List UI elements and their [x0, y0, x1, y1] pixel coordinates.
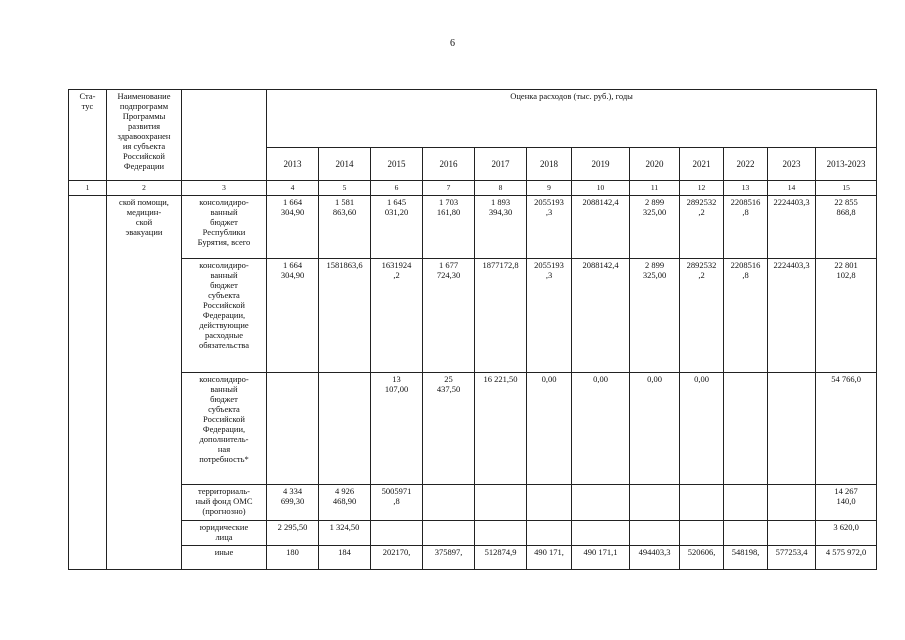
- value-cell: 4 334 699,30: [267, 484, 319, 520]
- value-cell: 202170,: [371, 545, 423, 569]
- value-cell: [423, 484, 475, 520]
- funding-source-cell: консолидиро- ванный бюджет Республики Бурятия, всего: [182, 196, 267, 259]
- value-cell: 520606,: [680, 545, 724, 569]
- subprogram-header: Наименование подпрограмм Программы развития здравоохранен ия субъекта Российской Федерации: [107, 90, 182, 181]
- value-cell: 1 324,50: [319, 521, 371, 545]
- year-header: 2019: [572, 147, 630, 180]
- value-cell: 2 899 325,00: [630, 196, 680, 259]
- value-cell: [630, 484, 680, 520]
- value-cell: 2224403,3: [768, 196, 816, 259]
- funding-source-cell: юридические лица: [182, 521, 267, 545]
- value-cell: 2 295,50: [267, 521, 319, 545]
- value-cell: 1877172,8: [475, 259, 527, 372]
- value-cell: [572, 521, 630, 545]
- column-index-cell: 10: [572, 181, 630, 196]
- value-cell: 2208516 ,8: [724, 196, 768, 259]
- value-cell: [475, 484, 527, 520]
- value-cell: 512874,9: [475, 545, 527, 569]
- column-index-cell: 8: [475, 181, 527, 196]
- table-row: [69, 372, 877, 484]
- value-cell: 2088142,4: [572, 259, 630, 372]
- value-cell: 1 893 394,30: [475, 196, 527, 259]
- page-number: 6: [450, 38, 455, 49]
- column-index-row: [69, 181, 877, 196]
- value-cell: 375897,: [423, 545, 475, 569]
- value-cell: [680, 484, 724, 520]
- column-index-cell: 7: [423, 181, 475, 196]
- value-cell: [724, 484, 768, 520]
- column-index-cell: 9: [527, 181, 572, 196]
- value-cell: 1 664 304,90: [267, 259, 319, 372]
- value-cell: 13 107,00: [371, 372, 423, 484]
- value-cell: [768, 484, 816, 520]
- column-index-cell: 11: [630, 181, 680, 196]
- column-index-cell: 6: [371, 181, 423, 196]
- value-cell: 16 221,50: [475, 372, 527, 484]
- value-cell: 1 703 161,80: [423, 196, 475, 259]
- value-cell: 4 926 468,90: [319, 484, 371, 520]
- value-cell: 2 899 325,00: [630, 259, 680, 372]
- value-cell: 1 664 304,90: [267, 196, 319, 259]
- column-index-cell: 3: [182, 181, 267, 196]
- table-row: [69, 521, 877, 545]
- value-cell: [371, 521, 423, 545]
- value-cell: [319, 372, 371, 484]
- table-row: [69, 545, 877, 569]
- value-cell: [768, 521, 816, 545]
- value-cell: [527, 521, 572, 545]
- value-cell: 3 620,0: [816, 521, 877, 545]
- table-row: [69, 196, 877, 259]
- value-cell: 2088142,4: [572, 196, 630, 259]
- funding-source-cell: иные: [182, 545, 267, 569]
- value-cell: 2055193 ,3: [527, 259, 572, 372]
- value-cell: 494403,3: [630, 545, 680, 569]
- expense-estimate-header: Оценка расходов (тыс. руб.), годы: [267, 90, 877, 148]
- value-cell: 2892532 ,2: [680, 196, 724, 259]
- value-cell: 2224403,3: [768, 259, 816, 372]
- value-cell: 22 855 868,8: [816, 196, 877, 259]
- year-header: 2013-2023: [816, 147, 877, 180]
- value-cell: 490 171,1: [572, 545, 630, 569]
- table-row: [69, 484, 877, 520]
- value-cell: 1 677 724,30: [423, 259, 475, 372]
- subprogram-name-cell: ской помощи, медицин- ской эвакуации: [107, 196, 182, 570]
- value-cell: 2208516 ,8: [724, 259, 768, 372]
- column-index-cell: 1: [69, 181, 107, 196]
- value-cell: 0,00: [527, 372, 572, 484]
- column-index-cell: 14: [768, 181, 816, 196]
- table-row: [69, 259, 877, 372]
- value-cell: 1 581 863,60: [319, 196, 371, 259]
- funding-source-cell: консолидиро- ванный бюджет субъекта Российской Федерации, дополнитель- ная потребность*: [182, 372, 267, 484]
- value-cell: 184: [319, 545, 371, 569]
- value-cell: [724, 372, 768, 484]
- value-cell: [572, 484, 630, 520]
- value-cell: 548198,: [724, 545, 768, 569]
- column-index-cell: 12: [680, 181, 724, 196]
- year-header: 2017: [475, 147, 527, 180]
- column-index-cell: 15: [816, 181, 877, 196]
- value-cell: [267, 372, 319, 484]
- value-cell: [527, 484, 572, 520]
- year-header: 2022: [724, 147, 768, 180]
- value-cell: 25 437,50: [423, 372, 475, 484]
- column-index-cell: 5: [319, 181, 371, 196]
- status-header: Ста- тус: [69, 90, 107, 181]
- value-cell: 1581863,6: [319, 259, 371, 372]
- column-index-cell: 4: [267, 181, 319, 196]
- value-cell: 2055193 ,3: [527, 196, 572, 259]
- budget-table: [68, 89, 877, 570]
- funding-source-cell: территориаль- ный фонд ОМС (прогнозно): [182, 484, 267, 520]
- year-header: 2018: [527, 147, 572, 180]
- value-cell: 4 575 972,0: [816, 545, 877, 569]
- status-cell: [69, 196, 107, 570]
- value-cell: 54 766,0: [816, 372, 877, 484]
- value-cell: 14 267 140,0: [816, 484, 877, 520]
- column-index-cell: 13: [724, 181, 768, 196]
- value-cell: [423, 521, 475, 545]
- value-cell: [680, 521, 724, 545]
- value-cell: 0,00: [630, 372, 680, 484]
- year-header: 2015: [371, 147, 423, 180]
- value-cell: 180: [267, 545, 319, 569]
- source-header: [182, 90, 267, 181]
- value-cell: [768, 372, 816, 484]
- year-header: 2014: [319, 147, 371, 180]
- year-header: 2016: [423, 147, 475, 180]
- value-cell: 577253,4: [768, 545, 816, 569]
- value-cell: 1631924 ,2: [371, 259, 423, 372]
- value-cell: 22 801 102,8: [816, 259, 877, 372]
- value-cell: [475, 521, 527, 545]
- value-cell: [630, 521, 680, 545]
- year-header: 2023: [768, 147, 816, 180]
- value-cell: 490 171,: [527, 545, 572, 569]
- column-index-cell: 2: [107, 181, 182, 196]
- funding-source-cell: консолидиро- ванный бюджет субъекта Российской Федерации, действующие расходные обязательства: [182, 259, 267, 372]
- year-header: 2021: [680, 147, 724, 180]
- year-header: 2013: [267, 147, 319, 180]
- value-cell: 0,00: [680, 372, 724, 484]
- value-cell: 1 645 031,20: [371, 196, 423, 259]
- year-header: 2020: [630, 147, 680, 180]
- value-cell: 0,00: [572, 372, 630, 484]
- value-cell: 5005971 ,8: [371, 484, 423, 520]
- value-cell: 2892532 ,2: [680, 259, 724, 372]
- value-cell: [724, 521, 768, 545]
